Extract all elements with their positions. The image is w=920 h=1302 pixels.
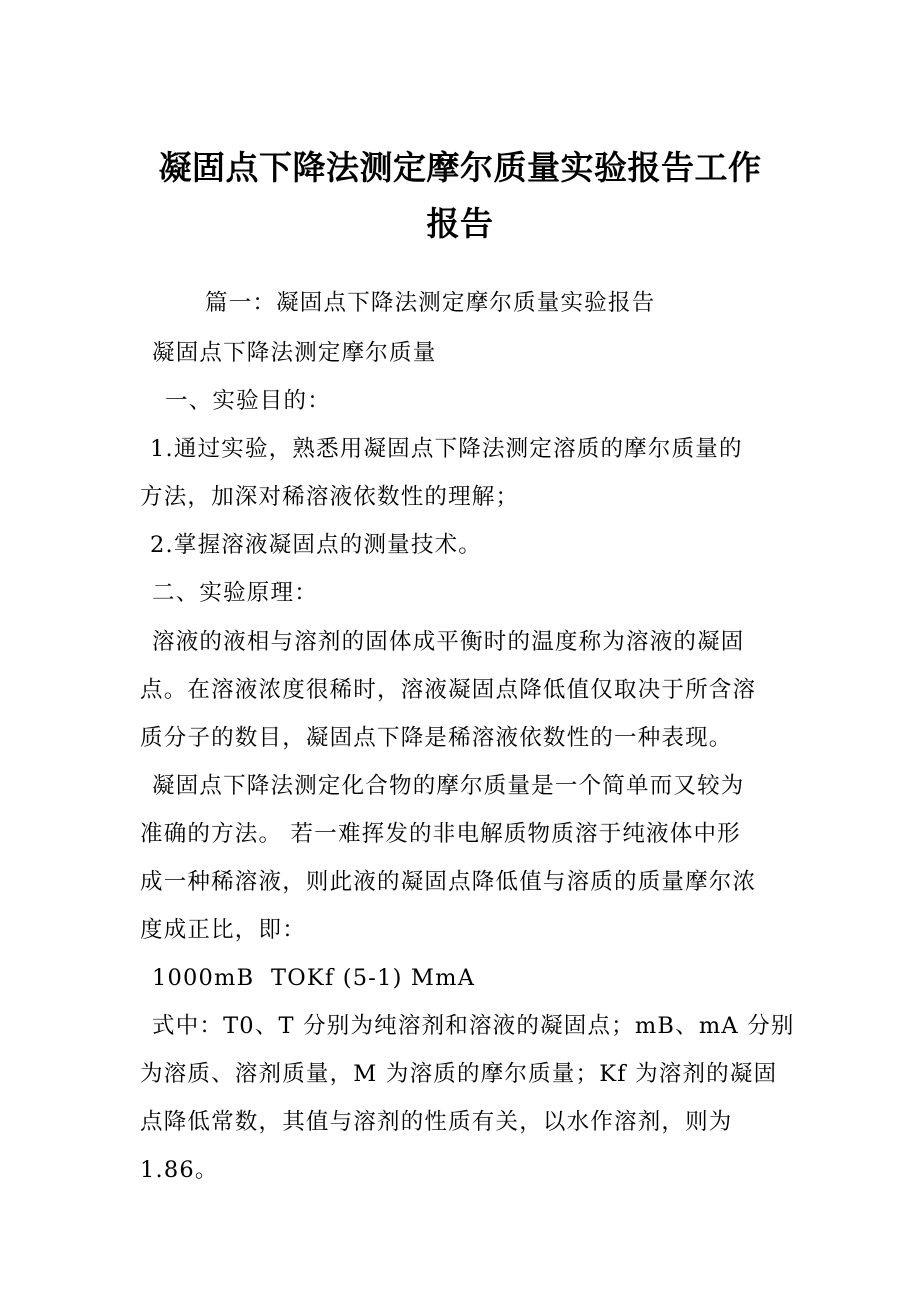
document-title-line-1: 凝固点下降法测定摩尔质量实验报告工作 — [158, 148, 762, 187]
section-heading-purpose: 一、实验目的： — [165, 388, 331, 414]
chapter-heading: 篇一：凝固点下降法测定摩尔质量实验报告 — [205, 290, 656, 316]
report-subtitle: 凝固点下降法测定摩尔质量 — [152, 340, 437, 366]
paragraph-line: 质分子的数目，凝固点下降是稀溶液依数性的一种表现。 — [140, 725, 733, 751]
document-title-line-2: 报告 — [426, 204, 494, 243]
paragraph-line: 1.86。 — [140, 1157, 219, 1183]
paragraph-line: 点。在溶液浓度很稀时，溶液凝固点降低值仅取决于所含溶 — [140, 677, 757, 703]
paragraph-line: 成一种稀溶液，则此液的凝固点降低值与溶质的质量摩尔浓 — [140, 869, 757, 895]
paragraph-line: 为溶质、溶剂质量，M 为溶质的摩尔质量；Kf 为溶剂的凝固 — [140, 1061, 778, 1087]
paragraph-line: 2.掌握溶液凝固点的测量技术。 — [150, 532, 482, 558]
section-heading-principle: 二、实验原理： — [152, 580, 318, 606]
formula-line: 1000mB TOKf (5-1) MmA — [152, 965, 476, 991]
paragraph-line: 点降低常数，其值与溶剂的性质有关，以水作溶剂，则为 — [140, 1109, 733, 1135]
paragraph-line: 凝固点下降法测定化合物的摩尔质量是一个简单而又较为 — [152, 773, 745, 799]
paragraph-line: 准确的方法。 若一难挥发的非电解质物质溶于纯液体中形 — [140, 821, 741, 847]
paragraph-line: 溶液的液相与溶剂的固体成平衡时的温度称为溶液的凝固 — [152, 629, 745, 655]
paragraph-line: 1.通过实验，熟悉用凝固点下降法测定溶质的摩尔质量的 — [150, 436, 743, 462]
paragraph-line: 度成正比，即： — [140, 917, 306, 943]
paragraph-line: 式中：T0、T 分别为纯溶剂和溶液的凝固点；mB、mA 分别 — [152, 1013, 795, 1039]
paragraph-line: 方法，加深对稀溶液依数性的理解； — [140, 484, 520, 510]
